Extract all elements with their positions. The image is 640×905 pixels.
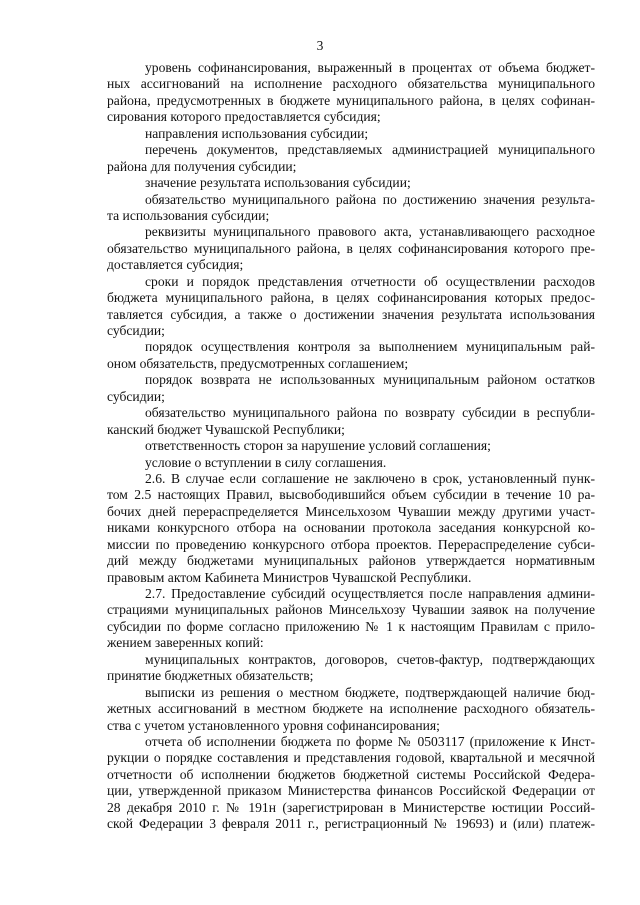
text-line: перечень документов, представляемых администрацией муниципального — [145, 142, 595, 158]
text-line: 28 декабря 2010 г. № 191н (зарегистрирован в Министерстве юстиции Россий- — [107, 799, 595, 815]
text-line: направления использования субсидии; — [145, 125, 369, 141]
text-line: субсидии; — [107, 388, 165, 404]
text-line: тавляется субсидия, а также о достижении значения результата использования — [107, 306, 595, 322]
text-line: миссии по проведению конкурсного отбора проектов. Перераспределение субси- — [107, 536, 595, 552]
text-line: жением заверенных копий: — [107, 635, 264, 651]
text-line: бочих дней перераспределяется Минсельхозом Чувашии между другими участ- — [107, 503, 595, 519]
text-line: района для получения субсидии; — [107, 158, 297, 174]
text-line: условие о вступлении в силу соглашения. — [145, 454, 387, 470]
text-line: субсидии по форме согласно приложению № 1 к настоящим Правилам с прило- — [107, 618, 595, 634]
text-line: никами конкурсного отбора на основании протокола заседания конкурсной ко- — [107, 520, 595, 536]
text-line: рукции о порядке составления и представления годовой, квартальной и месячной — [107, 750, 595, 766]
text-line: доставляется субсидия; — [107, 257, 244, 273]
text-line: сирования которого предоставляется субсидия; — [107, 109, 381, 125]
text-line: ства с учетом установленного уровня софинансирования; — [107, 717, 440, 733]
text-line: ции, утвержденной приказом Министерства финансов Российской Федерации от — [107, 783, 595, 799]
text-line: бюджета муниципального района, в целях софинансирования которых предос- — [107, 290, 595, 306]
text-line: оном обязательств, предусмотренных соглашением; — [107, 355, 409, 371]
text-line: страциями муниципальных районов Минсельхозу Чувашии заявок на получение — [107, 602, 595, 618]
text-line: канский бюджет Чувашской Республики; — [107, 421, 345, 437]
text-line: том 2.5 настоящих Правил, высвободившийся объем субсидии в течение 10 ра- — [107, 487, 595, 503]
text-line: муниципальных контрактов, договоров, счетов-фактур, подтверждающих — [145, 651, 595, 667]
text-line: уровень софинансирования, выраженный в процентах от объема бюджет- — [145, 60, 595, 75]
text-line: порядок возврата не использованных муниципальным районом остатков — [145, 372, 595, 388]
text-line: обязательство муниципального района по достижению значения результа- — [145, 191, 595, 207]
text-line: субсидии; — [107, 323, 165, 338]
text-line: района, предусмотренных в бюджете муниципального района, в целях софинан- — [107, 92, 595, 108]
text-line: значение результата использования субсидии; — [145, 175, 411, 191]
text-line: правовым актом Кабинета Министров Чувашской Республики. — [107, 569, 472, 585]
text-line: выписки из решения о местном бюджете, подтверждающей наличие бюд- — [145, 684, 595, 700]
text-line: сроки и порядок представления отчетности об осуществлении расходов — [145, 273, 595, 289]
text-line: ных ассигнований на исполнение расходного обязательства муниципального — [107, 76, 595, 92]
text-line: та использования субсидии; — [107, 207, 270, 223]
text-line: ской Федерации 3 февраля 2011 г., регистрационный № 19693) и (или) платеж- — [107, 816, 595, 832]
document-body — [107, 60, 595, 833]
text-line: ответственность сторон за нарушение условий соглашения; — [145, 438, 491, 454]
text-line: 2.7. Предоставление субсидий осуществляется после направления админи- — [145, 586, 595, 601]
text-line: дий между бюджетами муниципальных районов утверждается нормативным — [107, 553, 595, 569]
text-line: отчета об исполнении бюджета по форме № 0503117 (приложение к Инст- — [145, 733, 595, 749]
text-line: жетных ассигнований в местном бюджете на исполнение расходного обязатель- — [107, 701, 595, 717]
text-line: обязательство муниципального района, в целях софинансирования которого пре- — [107, 240, 595, 256]
text-line: обязательство муниципального района по возврату субсидии в республи- — [145, 405, 595, 421]
text-line: порядок осуществления контроля за выполнением муниципальным рай- — [145, 339, 595, 355]
text-line: отчетности об исполнении бюджетов бюджетной системы Российской Федера- — [107, 766, 595, 782]
text-line: 2.6. В случае если соглашение не заключено в срок, установленный пунк- — [145, 470, 595, 486]
text-line: принятие бюджетных обязательств; — [107, 668, 314, 684]
page-number: 3 — [316, 38, 324, 53]
text-line: реквизиты муниципального правового акта, устанавливающего расходное — [145, 224, 595, 240]
